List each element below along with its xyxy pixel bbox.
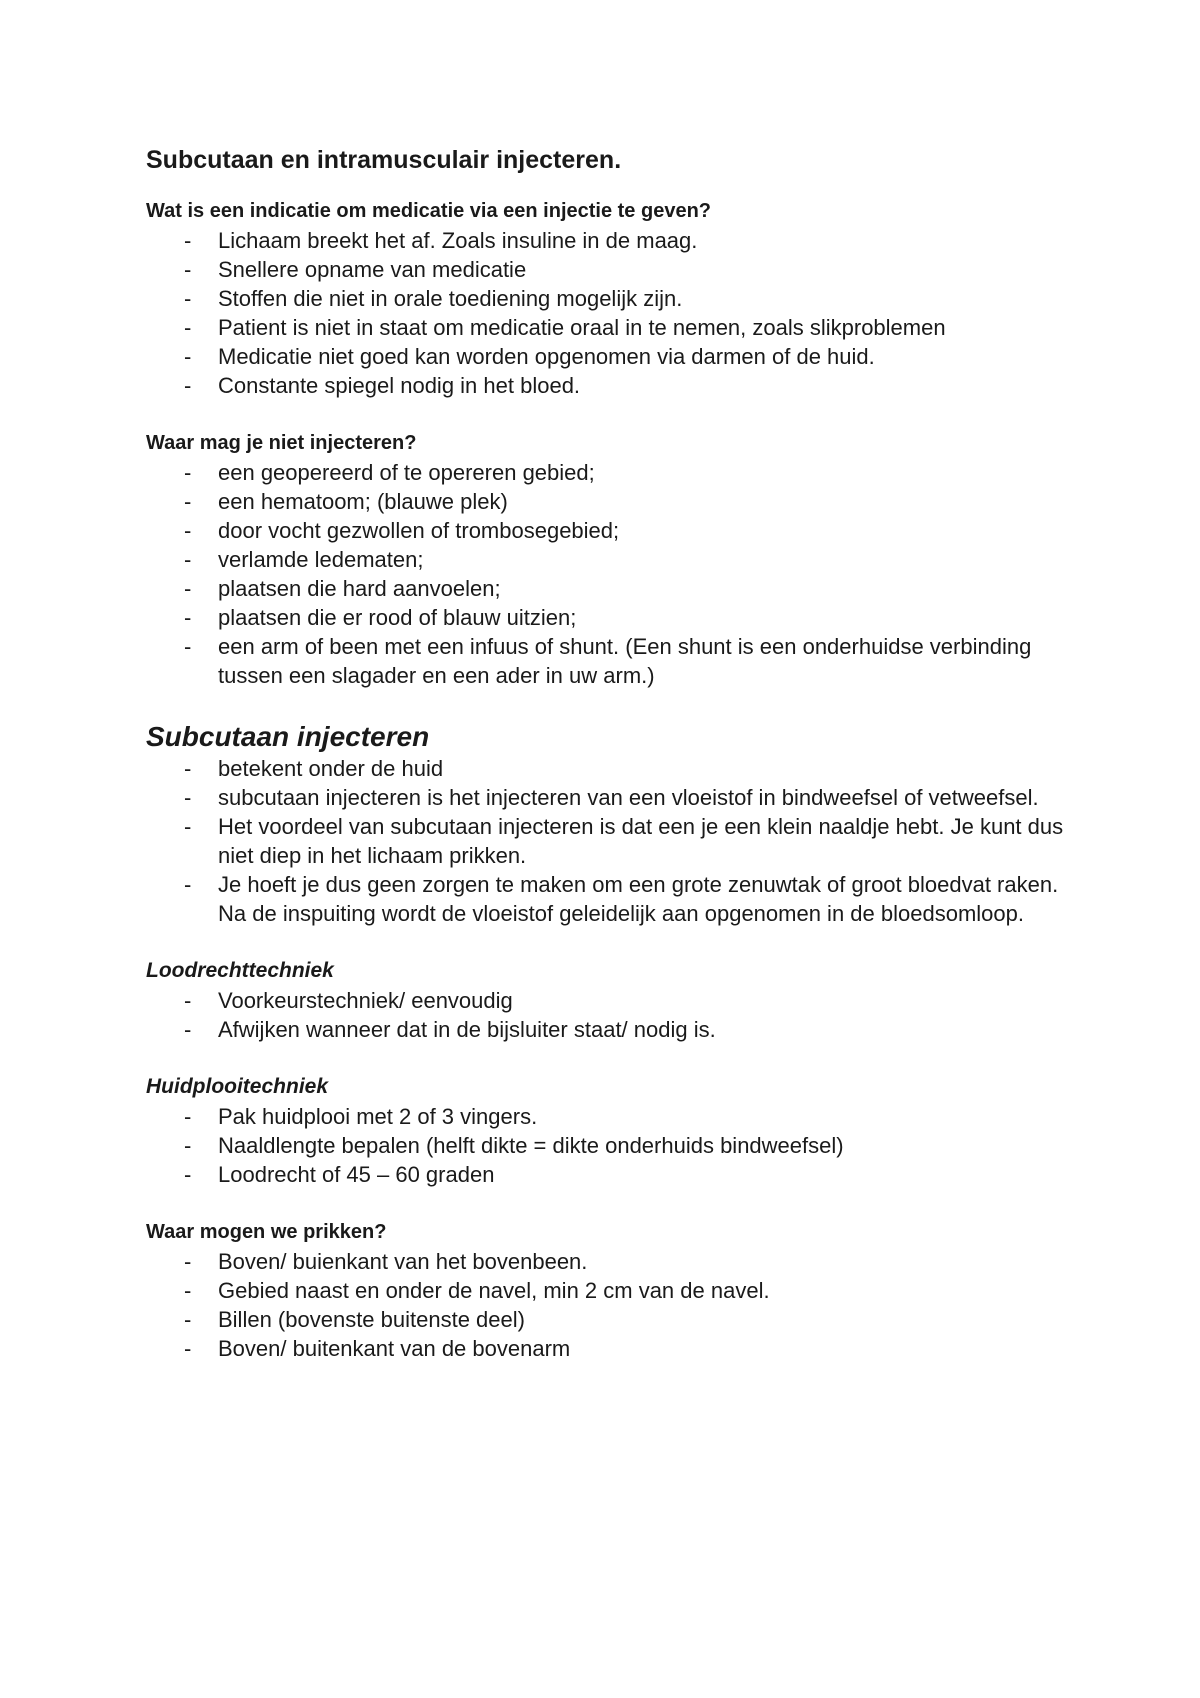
list-item: - Voorkeurstechniek/ eenvoudig [184, 988, 513, 1013]
list-item: - Afwijken wanneer dat in de bijsluiter staat/ nodig is. [184, 1017, 716, 1042]
list-item: - plaatsen die hard aanvoelen; [184, 576, 501, 601]
section-heading-subcutaan: Subcutaan injecteren [146, 721, 430, 752]
document-title: Subcutaan en intramusculair injecteren. [146, 146, 622, 174]
section-subcutaan [146, 720, 1076, 928]
list-prikken [146, 1247, 1076, 1363]
section-loodrecht [146, 956, 1076, 1044]
list-item: - Medicatie niet goed kan worden opgenomen via darmen of de huid. [184, 344, 875, 369]
list-item: - Pak huidplooi met 2 of 3 vingers. [184, 1104, 538, 1129]
list-item: - Constante spiegel nodig in het bloed. [184, 373, 581, 398]
list-item: - een geopereerd of te opereren gebied; [184, 460, 595, 485]
list-item: - Naaldlengte bepalen (helft dikte = dikte onderhuids bindweefsel) [184, 1133, 844, 1158]
list-item: - verlamde ledematen; [184, 547, 424, 572]
document-content [146, 142, 1076, 1363]
list-item: - Het voordeel van subcutaan injecteren is dat een je een klein naaldje hebt. Je kunt dus niet diep in het lichaam prikken. [184, 814, 1064, 868]
list-item: - betekent onder de huid [184, 756, 444, 781]
list-indicatie [146, 226, 1076, 400]
list-item: - Je hoeft je dus geen zorgen te maken om een grote zenuwtak of groot bloedvat raken. Na de inspuiting wordt de vloeistof geleidelijk aan opgenomen in de bloedsomloop. [184, 872, 1059, 926]
list-item: - een arm of been met een infuus of shunt. (Een shunt is een onderhuidse verbinding tussen een slagader en een ader in uw arm.) [184, 634, 1032, 688]
subsection-heading-loodrecht: Loodrechttechniek [146, 959, 334, 982]
subsection-heading-huidplooi: Huidplooitechniek [146, 1075, 329, 1098]
list-item: - subcutaan injecteren is het injecteren van een vloeistof in bindweefsel of vetweefsel. [184, 785, 1039, 810]
question-heading-niet-injecteren: Waar mag je niet injecteren? [146, 432, 417, 454]
list-subcutaan [146, 754, 1076, 928]
list-item: - Gebied naast en onder de navel, min 2 cm van de navel. [184, 1278, 770, 1303]
section-prikken [146, 1217, 1076, 1363]
question-heading-indicatie: Wat is een indicatie om medicatie via een injectie te geven? [146, 200, 712, 222]
section-huidplooi [146, 1072, 1076, 1189]
list-niet-injecteren [146, 458, 1076, 690]
list-item: - Billen (bovenste buitenste deel) [184, 1307, 525, 1332]
question-heading-prikken: Waar mogen we prikken? [146, 1221, 387, 1243]
section-indicatie [146, 196, 1076, 400]
list-item: - Boven/ buitenkant van de bovenarm [184, 1336, 571, 1361]
list-item: - door vocht gezwollen of trombosegebied; [184, 518, 620, 543]
list-item: - Lichaam breekt het af. Zoals insuline in de maag. [184, 228, 698, 253]
list-item: - Snellere opname van medicatie [184, 257, 527, 282]
list-item: - Stoffen die niet in orale toediening mogelijk zijn. [184, 286, 683, 311]
list-item: - Boven/ buienkant van het bovenbeen. [184, 1249, 588, 1274]
list-loodrecht [146, 986, 1076, 1044]
section-niet-injecteren [146, 428, 1076, 690]
list-item: - plaatsen die er rood of blauw uitzien; [184, 605, 577, 630]
list-huidplooi [146, 1102, 1076, 1189]
list-item: - een hematoom; (blauwe plek) [184, 489, 508, 514]
list-item: - Loodrecht of 45 – 60 graden [184, 1162, 495, 1187]
list-item: - Patient is niet in staat om medicatie oraal in te nemen, zoals slikproblemen [184, 315, 946, 340]
